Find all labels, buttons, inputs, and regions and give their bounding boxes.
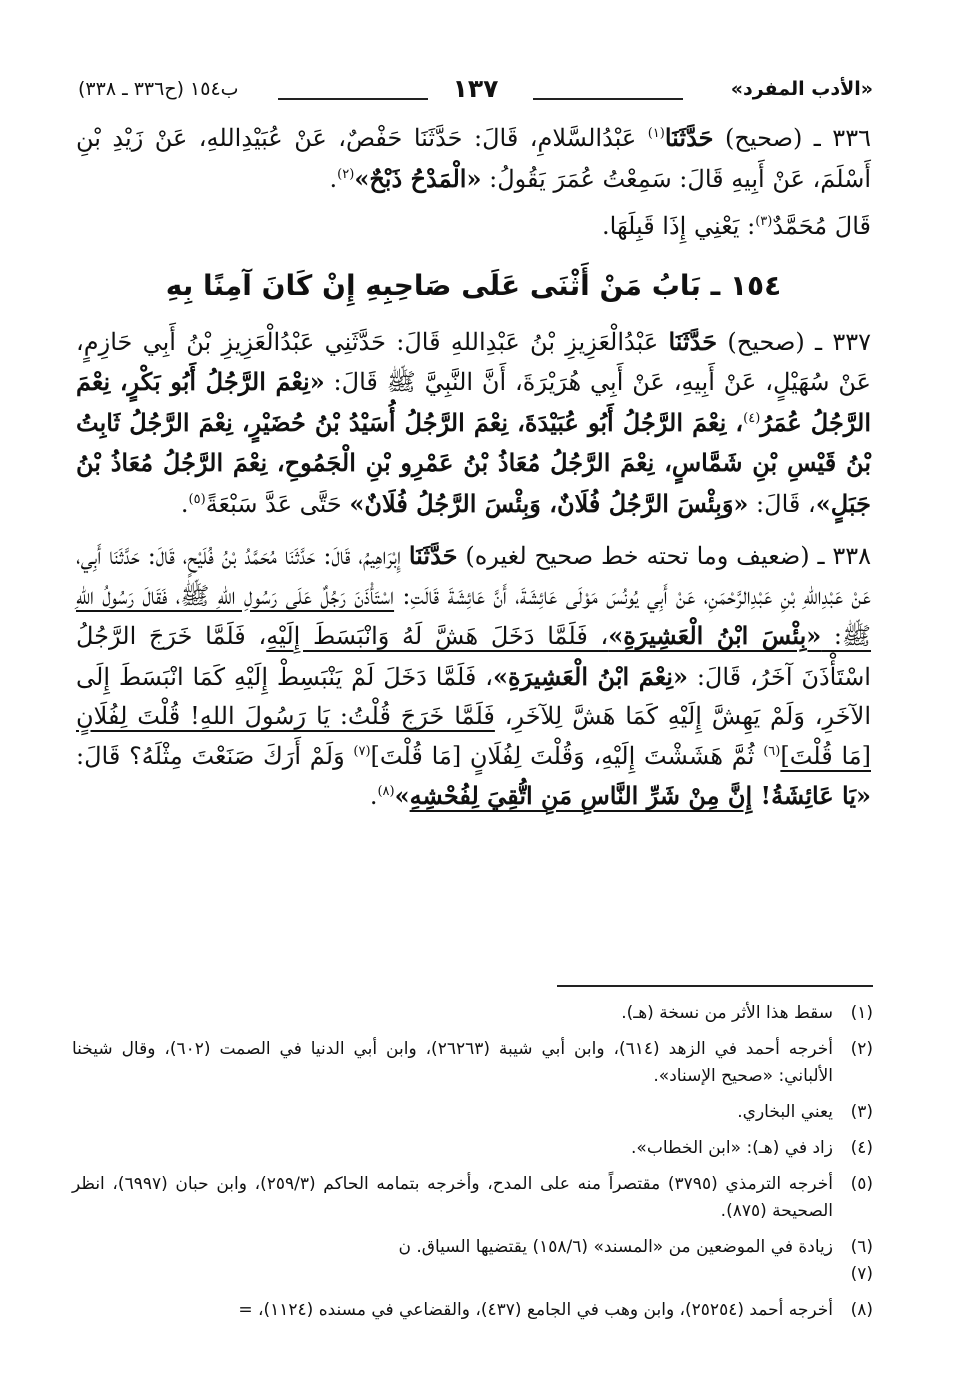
hadith-text-d: ثُمَّ هَشَشْتَ إِلَيْهِ، وَقُلْتَ لِفُلَانٍ [مَا قُلْتَ] [370,741,764,770]
chapter-reference: ب١٥٤ (ح٣٣٦ ـ ٣٣٨) [78,78,239,100]
footnote-number: (١) [850,1003,873,1023]
sentence-end: . [329,164,338,193]
footnote-text: يعني البخاري. [737,1102,833,1122]
hadith-text-e: وَلَمْ أَرَكَ صَنَعْتَ مِثْلَهُ؟ قَالَ: [76,741,354,770]
hadith-text: عَبْدُالسَّلامِ، قَالَ: حَدَّثَنَا حَفْصٌ، عَنْ عُبَيْدِاللهِ، عَنْ زَيْدِ بْنِ أَسْلَمَ، عَنْ أَبِيهِ قَالَ: سَمِعْتُ عُمَرَ يَقُولُ: [76,124,871,193]
hadith-quote: «الْمَدْحُ ذَبْحٌ» [354,163,482,193]
page-header [78,74,873,110]
footnote-number: (٦)(٧) [850,1237,873,1284]
hadith-number: ٣٣٦ ـ [813,124,871,152]
footnote-number: (٥) [850,1174,873,1194]
footnote-text: أخرجه الترمذي (٣٧٩٥) مقتصراً منه على المدح، وأخرجه بتمامه الحاكم (٢٥٩/٣)، وابن حبان (٦٩٩٧)، انظر الصحيحة (٨٧٥). [72,1174,833,1221]
main-text [76,118,871,817]
underlined-text: اسْتَأْذَنَ رَجُلٌ عَلَى رَسُولِ اللهِ ﷺ، فَقَالَ رَسُولُ اللهِ ﷺ: [76,581,872,650]
footnote [72,1171,873,1225]
hadith-text-c: حَتَّى عَدَّ سَبْعَةً [205,489,350,518]
hadith-grade: (صحيح) [724,124,803,152]
header-rule-right [533,98,683,100]
hadith-grade: (صحيح) [727,327,805,356]
quote-close: » [394,781,410,810]
hadith-337 [76,322,871,525]
hadith-quote-b: «نِعْمَ ابْنُ الْعَشِيرَةِ» [492,661,688,691]
footnote-number: (٤) [850,1138,873,1158]
hadith-text-b: ، قَالَ: [748,489,816,518]
footnotes [72,1000,873,1333]
hadith-quote: «نِعْمَ الرَّجُلُ أَبُو بَكْرٍ، نِعْمَ الرَّجُلُ عُمَرُ [76,367,872,437]
footnote-number: (٣) [850,1102,873,1122]
page-number: ١٣٧ [452,74,499,103]
footnote-text: زيادة في الموضعين من «المسند» (١٥٨/٦) يقتضيها السياق. ن [398,1237,833,1257]
footnote-divider [557,985,873,987]
footnote-number: (٢) [850,1039,873,1059]
author-comment [76,207,871,247]
footnote-ref-3: (٣) [755,214,773,229]
footnote [72,1099,873,1126]
footnote [72,1297,873,1324]
sentence-end: . [180,489,189,518]
footnote-ref-6: (٦) [763,743,781,759]
hadith-text: عَبْدُالْعَزِيزِ بْنُ عَبْدِاللهِ قَالَ: حَدَّثَنِي عَبْدُالْعَزِيزِ بْنُ أَبِي حَازِمٍ، عَنْ سُهَيْلٍ، عَنْ أَبِيهِ، عَنْ أَبِي هُرَيْرَةَ، أَنَّ النَّبِيَّ ﷺ قَالَ: [76,327,871,396]
footnote-text: أخرجه أحمد في الزهد (٦١٤)، وابن أبي شيبة (٢٦٢٦٣)، وابن أبي الدنيا في الصمت (٦٠٢)، وقال شيخنا الألباني: «صحيح الإسناد». [72,1039,834,1086]
hadith-grade: (ضعيف وما تحته خط صحيح لغيره) [465,542,810,570]
hadith-338 [76,536,871,817]
hadith-number: ٣٣٨ ـ [817,542,871,570]
footnote [72,1234,873,1288]
hadith-quote-b: «وَبِئْسَ الرَّجُلُ فُلَانٌ، وَبِئْسَ الرَّجُلُ فُلَانٌ» [349,488,749,518]
footnote-text: أخرجه أحمد (٢٥٢٥٤)، وابن وهب في الجامع (٤٣٧)، والقضاعي في مسنده (١١٢٤)، = [238,1300,833,1320]
sentence-end: . [369,782,378,810]
hadith-number: ٣٣٧ ـ [815,327,871,356]
footnote-text: زاد في (هـ): «ابن الخطاب». [631,1138,833,1158]
footnote-ref-8: (٨) [377,784,395,799]
chapter-heading: ١٥٤ ـ بَابُ مَنْ أَثْنَى عَلَى صَاحِبِهِ إِنْ كَانَ آمِنًا بِهِ [165,268,782,302]
footnote-text: سقط هذا الأثر من نسخة (هـ). [621,1003,833,1023]
header-rule-left [278,98,428,100]
footnote [72,1000,873,1027]
underlined-quote-c: إِنَّ مِنْ شَرِّ النَّاسِ مَنِ اتُّقِيَ لِفُحْشِهِ [409,781,753,810]
hadith-336 [76,118,871,199]
hadith-text: إِبْرَاهِيمُ، قَالَ: حَدَّثَنَا مُحَمَّدُ بْنُ فُلَيْحٍ، قَالَ: حَدَّثَنَا أَبِي، عَنْ عَبْدِاللهِ بْنِ عَبْدِالرَّحْمَنِ، عَنْ أَبِي يُونُسَ مَوْلَى عَائِشَةَ، أَنَّ عَائِشَةَ قَالَتِ: [76,542,871,610]
footnote-ref-2: (٢) [337,166,355,182]
hadith-text-c: ، فَلَمَّا دَخَلَ لَمْ يَنْبَسِطْ إِلَيْهِ كَمَا انْبَسَطَ إِلَى الآخَرِ، وَلَمْ يَهِشَّ إِلَيْهِ كَمَا هَشَّ لِلآخَرِ، [76,662,871,730]
underlined-text-c: فَلَمَّا خَرَجَ قُلْتُ: يَا رَسُولَ اللهِ! قُلْتَ لِفُلَانٍ [مَا قُلْتَ] [76,702,871,770]
footnote-ref-4: (٤) [743,410,761,426]
book-title: «الأدب المفرد» [730,78,873,100]
footnote-ref-1: (١) [647,126,665,141]
hadith-quote-cont: ، نِعْمَ الرَّجُلُ أَبُو عُبَيْدَةَ، نِعْمَ الرَّجُلُ أُسَيْدُ بْنُ حُضَيْرٍ، نِعْمَ الرَّجُلُ ثَابِتُ بْنُ قَيْسِ بْنِ شَمَّاسٍ، نِعْمَ الرَّجُلُ مُعَاذُ بْنُ عَمْرِو بْنِ الْجَمُوحِ، نِعْمَ الرَّجُلُ مُعَاذُ بْنُ جَبَلٍ» [76,407,871,518]
narration-word: حَدَّثَنَا [664,123,714,152]
hadith-quote-c: «يَا عَائِشَةُ! [752,781,871,810]
footnote-ref-7: (٧) [353,743,371,759]
comment-lead: قَالَ مُحَمَّدٌ [772,212,871,240]
underlined-text-b: ، فَلَمَّا دَخَلَ هَشَّ لَهُ وَانْبَسَطَ إِلَيْهِ [266,622,609,650]
footnote-number: (٨) [850,1300,873,1320]
footnote [72,1135,873,1162]
narration-word: حَدَّثَنَا [668,326,718,356]
comment-text: : يَعْنِي إِذَا قَبِلَهَا. [602,212,756,240]
underlined-quote: «بِئْسَ ابْنُ الْعَشِيرَةِ» [608,621,822,650]
narration-word: حَدَّثَنَا [408,541,458,570]
hadith-text-b: ، فَلَمَّا خَرَجَ الرَّجُلُ اسْتَأْذَنَ آخَرُ، قَالَ: [76,622,871,691]
footnote [72,1036,873,1090]
footnote-ref-5: (٥) [188,491,206,507]
